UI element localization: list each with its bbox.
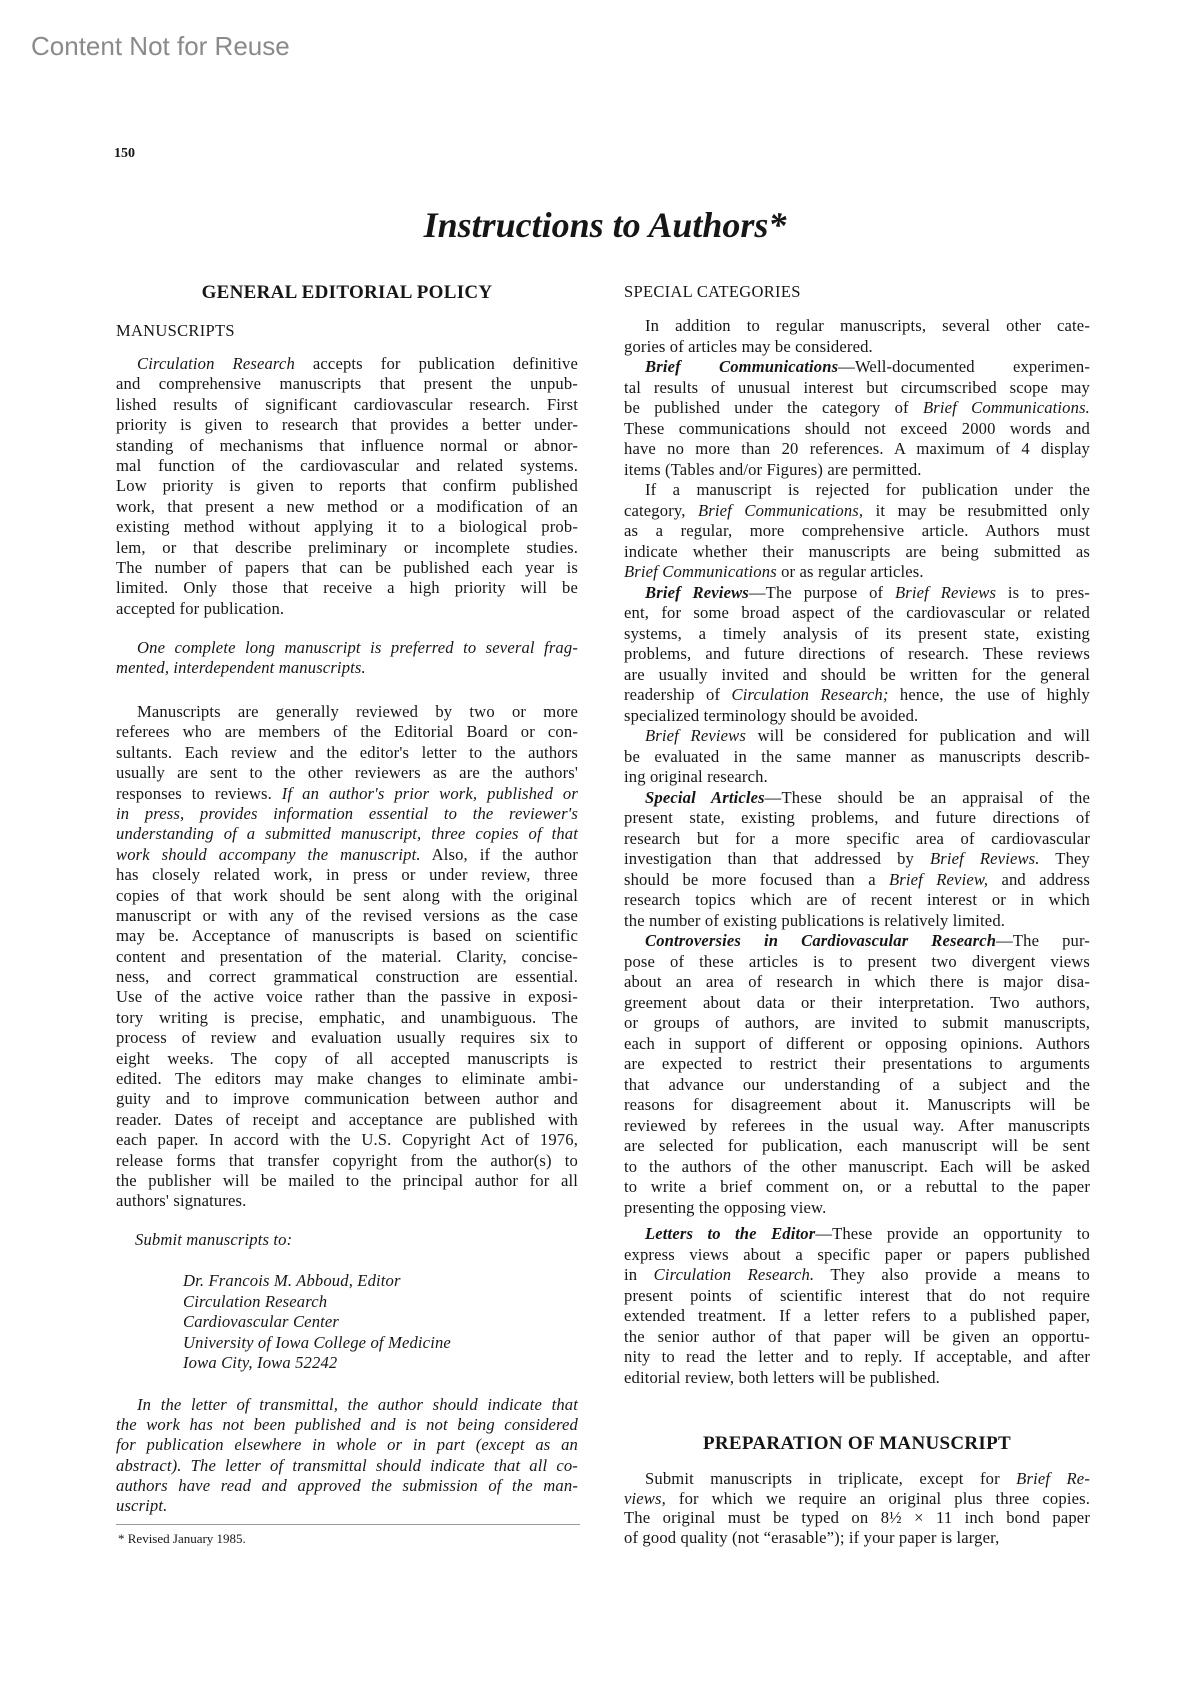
text-line: [624, 870, 1090, 891]
italic-text: One complete long manuscript is preferred to several frag-: [137, 638, 578, 657]
address-line: Iowa City, Iowa 52242: [183, 1353, 338, 1372]
page-number: 150: [114, 146, 135, 161]
text-segment: content and presentation of the material. Clarity, concise-: [116, 946, 578, 966]
text-line: [624, 480, 1090, 501]
text-segment: may be. Acceptance of manuscripts is based on scientific: [116, 926, 578, 946]
text-segment: Use of the active voice rather than the passive in exposi-: [116, 987, 578, 1007]
text-segment: ent, for some broad aspect of the cardiovascular or related: [624, 603, 1090, 622]
text-line: [624, 1306, 1090, 1327]
text-line: [624, 829, 1090, 850]
text-segment: hence, the use of highly: [888, 685, 1091, 704]
text-line: [116, 845, 578, 865]
text-line: [116, 804, 578, 824]
text-line: [116, 1110, 578, 1130]
text-segment: the senior author of that paper will be given an opportu-: [624, 1326, 1090, 1346]
text-segment: that advance our understanding of a subject and the: [624, 1074, 1090, 1094]
text-segment: will be considered for publication and will: [745, 726, 1090, 745]
italic-text: Brief Communications,: [697, 500, 864, 520]
text-line: [116, 638, 578, 658]
text-line: [116, 517, 578, 537]
text-segment: edited. The editors may make changes to eliminate ambi-: [116, 1069, 578, 1089]
text-line: [116, 578, 578, 598]
text-segment: is to pres-: [996, 582, 1090, 602]
text-line: [116, 374, 578, 394]
text-line: [116, 1008, 578, 1028]
text-line: [624, 439, 1090, 460]
text-segment: nity to read the letter and to reply. If acceptable, and after: [624, 1347, 1090, 1366]
text-line: [624, 993, 1090, 1014]
text-segment: to write a brief comment on, or a rebuttal to the paper: [624, 1177, 1090, 1196]
italic-text: views,: [624, 1488, 666, 1508]
run-in-heading: Brief Communications: [645, 357, 839, 376]
paragraph-letters-to-editor: [624, 1224, 1090, 1388]
text-line: [116, 987, 578, 1007]
subheading-manuscripts: MANUSCRIPTS: [116, 321, 235, 340]
text-segment: to the authors of the other manuscript. Each will be asked: [624, 1156, 1090, 1176]
text-segment: editorial review, both letters will be published.: [624, 1367, 940, 1387]
text-segment: accepts for publication definitive: [294, 354, 578, 373]
text-segment: it may be resubmitted only: [863, 500, 1090, 520]
text-line: [624, 1198, 1090, 1219]
text-segment: responses to reviews.: [116, 783, 282, 803]
text-line: [624, 1095, 1090, 1116]
paragraph-transmittal: [116, 1395, 578, 1516]
text-line: [624, 1075, 1090, 1096]
text-line: [116, 906, 578, 926]
text-segment: mal function of the cardiovascular and related systems.: [116, 455, 578, 475]
text-segment: If a manuscript is rejected for publication under the: [645, 480, 1090, 499]
text-segment: presenting the opposing view.: [624, 1197, 827, 1217]
text-line: [624, 460, 1090, 481]
italic-text: abstract). The letter of transmittal should indicate that all co-: [116, 1455, 578, 1475]
text-line: [116, 763, 578, 783]
text-segment: —These provide an opportunity to: [815, 1224, 1090, 1243]
italic-text: for publication elsewhere in whole or in part (except as an: [116, 1435, 578, 1455]
text-segment: Also, if the author: [420, 844, 578, 864]
italic-text: Brief Re-: [1016, 1469, 1090, 1488]
text-line: [624, 562, 1090, 583]
text-line: [624, 767, 1090, 788]
text-line: [624, 808, 1090, 829]
italic-text: understanding of a submitted manuscript, three copies of that: [116, 824, 578, 844]
text-line: [116, 436, 578, 456]
text-line: [624, 316, 1090, 337]
text-segment: for which we require an original plus three copies.: [665, 1488, 1090, 1508]
paragraph-intro: [624, 316, 1090, 357]
text-segment: tory writing is precise, emphatic, and unambiguous. The: [116, 1007, 578, 1027]
text-segment: guity and to improve communication between author and: [116, 1089, 578, 1109]
text-segment: or as regular articles.: [776, 562, 924, 581]
text-segment: each in support of different or opposing opinions. Authors: [624, 1033, 1090, 1053]
italic-text: in press, provides information essential to the reviewer's: [116, 803, 578, 823]
text-line: [624, 1116, 1090, 1137]
text-line: [116, 1089, 578, 1109]
text-segment: authors' signatures.: [116, 1191, 247, 1211]
text-line: [624, 931, 1090, 952]
text-line: [624, 501, 1090, 522]
italic-text: Brief Reviews: [894, 582, 997, 602]
text-line: [116, 886, 578, 906]
text-segment: investigation than that addressed by: [624, 849, 930, 868]
paragraph-brief-reviews-evaluation: [624, 726, 1090, 788]
italic-text: In the letter of transmittal, the author should indicate that: [137, 1395, 578, 1414]
text-segment: express views about a specific paper or papers published: [624, 1244, 1090, 1264]
address-line: Circulation Research: [183, 1291, 328, 1311]
text-segment: lem, or that describe preliminary or incomplete studies.: [116, 537, 578, 557]
text-line: [116, 1435, 578, 1455]
text-line: [624, 1265, 1090, 1286]
text-segment: They: [1039, 849, 1090, 868]
text-segment: items (Tables and/or Figures) are permitted.: [624, 459, 922, 479]
footnote: * Revised January 1985.: [118, 1531, 246, 1546]
text-line: [624, 583, 1090, 604]
text-segment: the number of existing publications is relatively limited.: [624, 910, 1006, 930]
address-line: Cardiovascular Center: [183, 1312, 340, 1331]
text-line: [116, 784, 578, 804]
text-line: [116, 456, 578, 476]
italic-text: If an author's prior work, published or: [281, 783, 578, 803]
text-line: [624, 1177, 1090, 1198]
text-line: [624, 337, 1090, 358]
text-line: [624, 1286, 1090, 1307]
address-line: University of Iowa College of Medicine: [183, 1332, 451, 1352]
text-segment: category,: [624, 500, 698, 520]
text-line: [116, 395, 578, 415]
italic-text: Brief Review,: [889, 869, 989, 889]
text-segment: present points of scientific interest that do not require: [624, 1285, 1090, 1305]
text-segment: each paper. In accord with the U.S. Copyright Act of 1976,: [116, 1130, 578, 1150]
text-segment: are usually invited and should be written for the general: [624, 664, 1090, 684]
text-line: [624, 1245, 1090, 1266]
text-line: [116, 743, 578, 763]
text-line: [116, 497, 578, 517]
paragraph-controversies: [624, 931, 1090, 1218]
run-in-heading: Special Articles: [645, 787, 765, 807]
text-line: [624, 644, 1090, 665]
text-segment: the publisher will be mailed to the principal author for all: [116, 1170, 578, 1190]
text-line: [116, 1496, 578, 1516]
text-segment: manuscript or with any of the revised versions as the case: [116, 905, 578, 925]
text-segment: problems, and future directions of research. These reviews: [624, 644, 1090, 663]
text-segment: research but for a more specific area of cardiovascular: [624, 828, 1090, 848]
address-line: Dr. Francois M. Abboud, Editor: [183, 1271, 401, 1290]
text-segment: —These should be an appraisal of the: [764, 787, 1091, 807]
text-segment: in: [624, 1265, 654, 1284]
text-segment: reasons for disagreement about it. Manuscripts will be: [624, 1095, 1090, 1114]
text-segment: be published under the category of: [624, 398, 923, 417]
section-heading-preparation: PREPARATION OF MANUSCRIPT: [703, 1433, 1011, 1454]
italic-text: work should accompany the manuscript.: [116, 844, 421, 864]
run-in-heading: Letters to the Editor: [645, 1224, 816, 1243]
text-line: [116, 722, 578, 742]
text-line: [624, 357, 1090, 378]
text-line: [624, 1508, 1090, 1528]
italic-text: Brief Reviews: [645, 726, 746, 745]
text-segment: —The pur-: [996, 931, 1090, 950]
text-segment: has closely related work, in press or under review, three: [116, 865, 578, 885]
paragraph-review-process: [116, 702, 578, 1212]
text-line: [624, 1136, 1090, 1157]
text-line: [624, 521, 1090, 542]
text-segment: of good quality (not “erasable”); if your paper is larger,: [624, 1528, 1000, 1548]
italic-text: Brief Reviews.: [929, 849, 1040, 868]
text-segment: The original must be typed on 8½ × 11 inch bond paper: [624, 1508, 1090, 1528]
text-line: [624, 1034, 1090, 1055]
text-segment: ing original research.: [624, 767, 768, 786]
text-segment: sultants. Each review and the editor's letter to the authors: [116, 742, 578, 762]
text-line: [624, 419, 1090, 440]
text-line: [116, 947, 578, 967]
paragraph-preference: [116, 638, 578, 679]
page-title: Instructions to Authors*: [423, 205, 787, 245]
text-line: [624, 542, 1090, 563]
text-segment: are expected to restrict their presentations to arguments: [624, 1054, 1090, 1073]
italic-text: the work has not been published and is not being considered: [116, 1415, 578, 1435]
special-categories-body: [624, 316, 1090, 1388]
text-line: [624, 1528, 1090, 1548]
text-line: [624, 747, 1090, 768]
text-line: [624, 398, 1090, 419]
text-line: [624, 788, 1090, 809]
text-line: [116, 538, 578, 558]
paragraph-preparation: [624, 1469, 1090, 1548]
text-segment: Low priority is given to reports that confirm published: [116, 476, 578, 496]
text-segment: In addition to regular manuscripts, several other cate-: [645, 316, 1090, 335]
text-segment: have no more than 20 references. A maximum of 4 display: [624, 439, 1090, 458]
text-segment: existing method without applying it to a biological prob-: [116, 517, 578, 537]
text-line: [116, 476, 578, 496]
text-line: [116, 967, 578, 987]
text-line: [116, 865, 578, 885]
text-segment: work, that present a new method or a modification of an: [116, 496, 578, 516]
text-line: [624, 706, 1090, 727]
text-segment: readership of: [624, 685, 732, 704]
italic-text: mented, interdependent manuscripts.: [116, 658, 366, 678]
text-segment: about an area of research in which there is major disa-: [624, 972, 1090, 991]
text-segment: copies of that work should be sent along with the original: [116, 885, 578, 905]
text-line: [116, 926, 578, 946]
text-line: [116, 558, 578, 578]
paragraph-rejection: [624, 480, 1090, 583]
italic-text: Circulation Research: [137, 354, 295, 373]
text-segment: are selected for publication, each manuscript will be sent: [624, 1136, 1090, 1155]
text-line: [624, 1327, 1090, 1348]
text-segment: tal results of unusual interest but circumscribed scope may: [624, 377, 1090, 397]
text-line: [116, 824, 578, 844]
text-line: [624, 1489, 1090, 1509]
text-line: [624, 624, 1090, 645]
text-segment: present state, existing problems, and future directions of: [624, 808, 1090, 827]
italic-text: Circulation Research.: [653, 1265, 815, 1284]
text-segment: referees who are members of the Editorial Board or con-: [116, 722, 578, 742]
text-line: [116, 658, 578, 678]
italic-text: uscript.: [116, 1495, 168, 1515]
text-line: [116, 354, 578, 374]
footnote-divider: [116, 1524, 580, 1525]
text-line: [116, 1456, 578, 1476]
editor-address: [183, 1271, 451, 1374]
text-line: [116, 1171, 578, 1191]
text-segment: and address: [988, 869, 1090, 889]
text-line: [624, 952, 1090, 973]
text-segment: systems, a timely analysis of its present state, existing: [624, 623, 1090, 643]
text-line: [624, 685, 1090, 706]
text-segment: and comprehensive manuscripts that present the unpub-: [116, 374, 578, 394]
text-segment: gories of articles may be considered.: [624, 336, 873, 356]
text-segment: reader. Dates of receipt and acceptance are published with: [116, 1109, 578, 1129]
text-segment: or groups of authors, are invited to submit manuscripts,: [624, 1013, 1090, 1032]
text-line: [624, 1347, 1090, 1368]
text-segment: as a regular, more comprehensive article. Authors must: [624, 521, 1090, 540]
text-line: [116, 1191, 578, 1211]
text-segment: These communications should not exceed 2000 words and: [624, 418, 1090, 438]
text-segment: priority is given to research that provides a better under-: [116, 415, 578, 435]
text-line: [624, 849, 1090, 870]
subheading-special-categories: SPECIAL CATEGORIES: [624, 282, 801, 301]
text-line: [116, 702, 578, 722]
text-segment: greement about data or their interpretation. Two authors,: [624, 992, 1090, 1012]
text-segment: The number of papers that can be published each year is: [116, 557, 578, 577]
text-segment: lished results of significant cardiovascular research. First: [116, 394, 578, 414]
text-segment: research topics which are of recent interest or in which: [624, 890, 1090, 909]
text-segment: —Well-documented experimen-: [838, 357, 1090, 376]
text-line: [624, 1469, 1090, 1489]
text-segment: eight weeks. The copy of all accepted manuscripts is: [116, 1048, 578, 1068]
submit-label: Submit manuscripts to:: [135, 1230, 293, 1249]
text-line: [624, 1013, 1090, 1034]
section-heading-general-editorial-policy: GENERAL EDITORIAL POLICY: [201, 282, 493, 303]
text-line: [116, 1028, 578, 1048]
text-segment: accepted for publication.: [116, 598, 285, 618]
text-line: [624, 1054, 1090, 1075]
text-line: [624, 378, 1090, 399]
text-segment: Manuscripts are generally reviewed by two or more: [137, 702, 578, 721]
italic-text: Circulation Research;: [731, 685, 889, 704]
paragraph-brief-communications: [624, 357, 1090, 480]
text-line: [116, 1395, 578, 1415]
text-line: [116, 1151, 578, 1171]
text-segment: standing of mechanisms that influence normal or abnor-: [116, 435, 578, 455]
text-segment: be evaluated in the same manner as manuscripts describ-: [624, 746, 1090, 766]
text-segment: indicate whether their manuscripts are being submitted as: [624, 541, 1090, 561]
run-in-heading: Brief Reviews: [645, 582, 749, 602]
text-segment: specialized terminology should be avoided.: [624, 705, 919, 725]
text-line: [624, 726, 1090, 747]
italic-text: Brief Communications: [624, 562, 777, 581]
text-line: [624, 603, 1090, 624]
text-segment: They also provide a means to: [814, 1265, 1090, 1284]
text-segment: reviewed by referees in the usual way. After manuscripts: [624, 1115, 1090, 1135]
paragraph-policy: [116, 354, 578, 619]
text-segment: Submit manuscripts in triplicate, except for: [645, 1469, 1017, 1488]
paragraph-brief-reviews: [624, 583, 1090, 727]
text-line: [624, 972, 1090, 993]
text-segment: —The purpose of: [748, 582, 895, 602]
text-segment: release forms that transfer copyright from the author(s) to: [116, 1150, 578, 1170]
text-segment: should be more focused than a: [624, 869, 890, 889]
text-segment: extended treatment. If a letter refers to a published paper,: [624, 1306, 1090, 1325]
text-line: [624, 911, 1090, 932]
paragraph-special-articles: [624, 788, 1090, 932]
watermark: Content Not for Reuse: [31, 31, 290, 61]
text-line: [116, 415, 578, 435]
text-segment: limited. Only those that receive a high priority will be: [116, 578, 578, 598]
text-line: [624, 1157, 1090, 1178]
text-line: [624, 665, 1090, 686]
text-segment: usually are sent to the other reviewers as are the authors': [116, 763, 578, 783]
text-segment: ness, and correct grammatical construction are essential.: [116, 967, 578, 987]
text-line: [116, 599, 578, 619]
text-segment: pose of these articles is to present two divergent views: [624, 951, 1090, 971]
text-segment: process of review and evaluation usually requires six to: [116, 1028, 578, 1048]
text-line: [116, 1049, 578, 1069]
text-line: [116, 1130, 578, 1150]
text-line: [116, 1476, 578, 1496]
text-line: [116, 1069, 578, 1089]
italic-text: Brief Communications.: [922, 398, 1090, 417]
text-line: [624, 890, 1090, 911]
italic-text: authors have read and approved the submission of the man-: [116, 1475, 578, 1495]
text-line: [624, 1368, 1090, 1389]
text-line: [116, 1415, 578, 1435]
text-line: [624, 1224, 1090, 1245]
run-in-heading: Controversies in Cardiovascular Research: [645, 931, 997, 950]
